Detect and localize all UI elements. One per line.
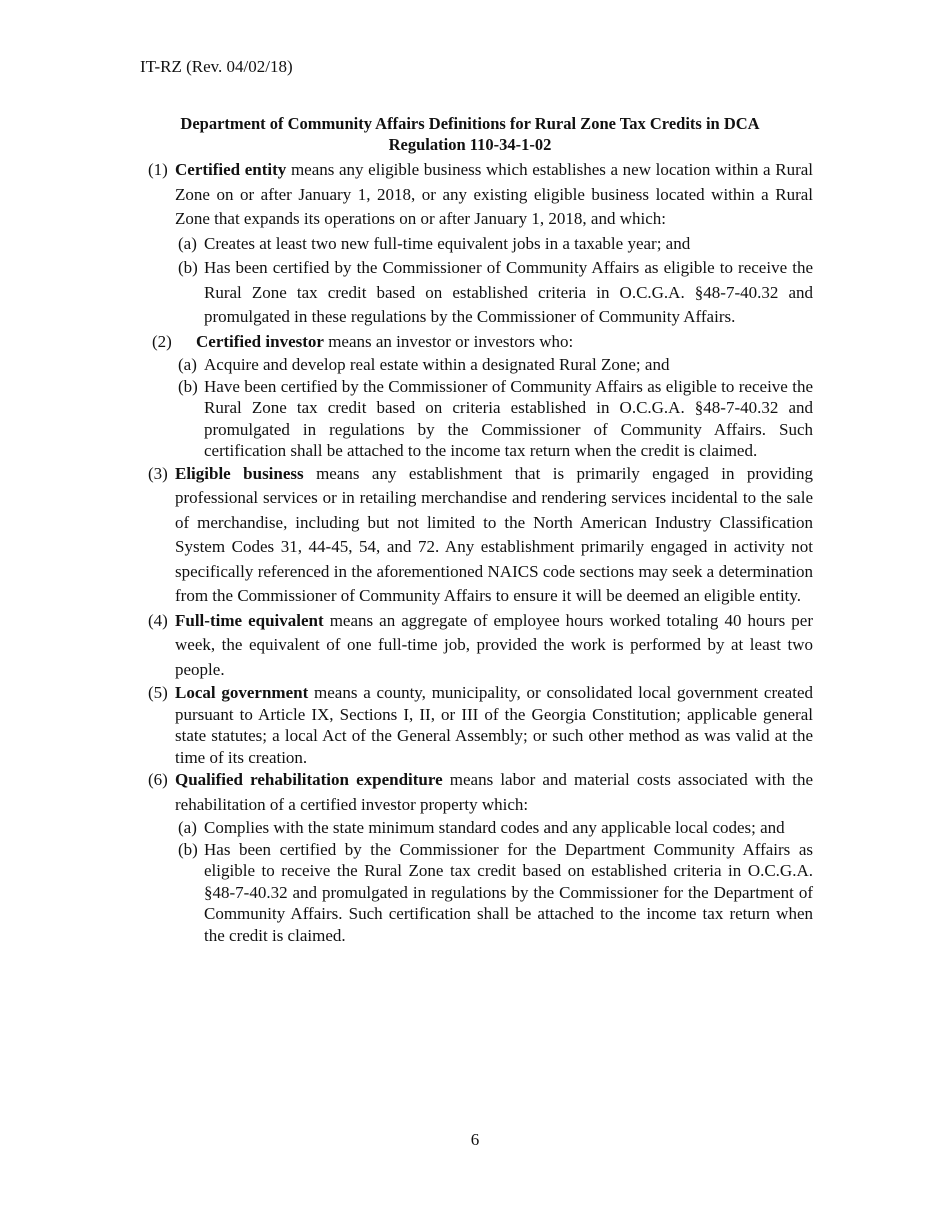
definition-number: (3): [148, 463, 168, 483]
sub-item-letter: (a): [178, 355, 197, 374]
sub-item-text: Have been certified by the Commissioner of Community Affairs as eligible to receive the Rural Zone tax credit based on criteria established in O.C.G.A. §48-7-40.32 and promulgated in regulations by the Commissioner of Community Affairs. Such certification shall be attached to the income tax return when the credit is claimed.: [204, 376, 813, 460]
definition-number: (6): [148, 770, 168, 789]
definition-full-time-equivalent: [148, 609, 813, 683]
definition-text: means an aggregate of employee hours worked totaling 40 hours per week, the equivalent of one full-time job, provided the work is performed by at least two people.: [175, 610, 814, 679]
definition-term: Eligible business: [175, 463, 304, 483]
definition-certified-investor: [148, 330, 813, 355]
definition-number: (2): [152, 331, 172, 351]
sub-item: [148, 354, 813, 376]
sub-item: [148, 376, 813, 462]
definition-eligible-business: [148, 462, 813, 609]
sub-item-text: Creates at least two new full-time equivalent jobs in a taxable year; and: [204, 233, 691, 253]
definition-text: means any establishment that is primarily engaged in providing professional services or in retailing merchandise and rendering services incidental to the sale of merchandise, including but not limited to the North American Industry Classification System Codes 31, 44-45, 54, and 72. Any establishment primarily engaged in activity not specifically referenced in the aforementioned NAICS code sections may seek a determination from the Commissioner of Community Affairs to ensure it will be deemed an eligible entity.: [175, 463, 813, 605]
definition-text: means labor and material costs associated with the rehabilitation of a certified investor property which:: [175, 770, 813, 814]
definition-local-government: [148, 682, 813, 768]
sub-item: [148, 839, 813, 947]
page-number: 6: [470, 1130, 480, 1149]
definition-text: means any eligible business which establishes a new location within a Rural Zone on or after January 1, 2018, or any existing eligible business located within a Rural Zone that expands its operations on or after January 1, 2018, and which:: [175, 160, 814, 228]
sub-item: [148, 256, 813, 330]
sub-item-text: Has been certified by the Commissioner of Community Affairs as eligible to receive the Rural Zone tax credit based on established criteria in O.C.G.A. §48-7-40.32 and promulgated in these regulations by the Commissioner of Community Affairs.: [204, 258, 813, 326]
definition-number: (4): [148, 610, 168, 630]
definition-term: Certified entity: [175, 160, 287, 179]
definition-term: Local government: [175, 683, 309, 702]
sub-item: [148, 817, 813, 839]
definition-text: means an investor or investors who:: [328, 331, 574, 351]
definitions-list: [148, 158, 813, 946]
sub-item: [148, 232, 813, 257]
title-line-1: Department of Community Affairs Definitions for Rural Zone Tax Credits in DCA: [180, 114, 760, 133]
sub-item-letter: (a): [178, 233, 197, 253]
page-title: [120, 113, 820, 155]
sub-item-text: Acquire and develop real estate within a designated Rural Zone; and: [204, 355, 670, 374]
sub-item-letter: (a): [178, 818, 197, 837]
definition-number: (5): [148, 683, 168, 702]
sub-item-letter: (b): [178, 376, 198, 396]
definition-term: Certified investor: [196, 331, 324, 351]
sub-item-letter: (b): [178, 258, 198, 277]
sub-item-text: Has been certified by the Commissioner for the Department Community Affairs as eligible to receive the Rural Zone tax credit based on established criteria in O.C.G.A. §48-7-40.32 and promulgated in regulations by the Commissioner for the Department of Community Affairs. Such certification shall be attached to the income tax return when the credit is claimed.: [204, 839, 813, 945]
title-line-2: Regulation 110-34-1-02: [388, 135, 552, 154]
definition-term: Full-time equivalent: [175, 610, 324, 630]
definition-text: means a county, municipality, or consolidated local government created pursuant to Article IX, Sections I, II, or III of the Georgia Constitution; applicable general state statutes; a local Act of the General Assembly; or such other method as was valid at the time of its creation.: [175, 683, 813, 767]
sub-item-letter: (b): [178, 839, 198, 859]
definition-number: (1): [148, 160, 168, 179]
definition-certified-entity: [148, 158, 813, 232]
sub-item-text: Complies with the state minimum standard codes and any applicable local codes; and: [204, 818, 785, 837]
definition-qualified-rehabilitation-expenditure: [148, 768, 813, 817]
definition-term: Qualified rehabilitation expenditure: [175, 770, 443, 789]
form-code: IT-RZ (Rev. 04/02/18): [140, 57, 293, 76]
